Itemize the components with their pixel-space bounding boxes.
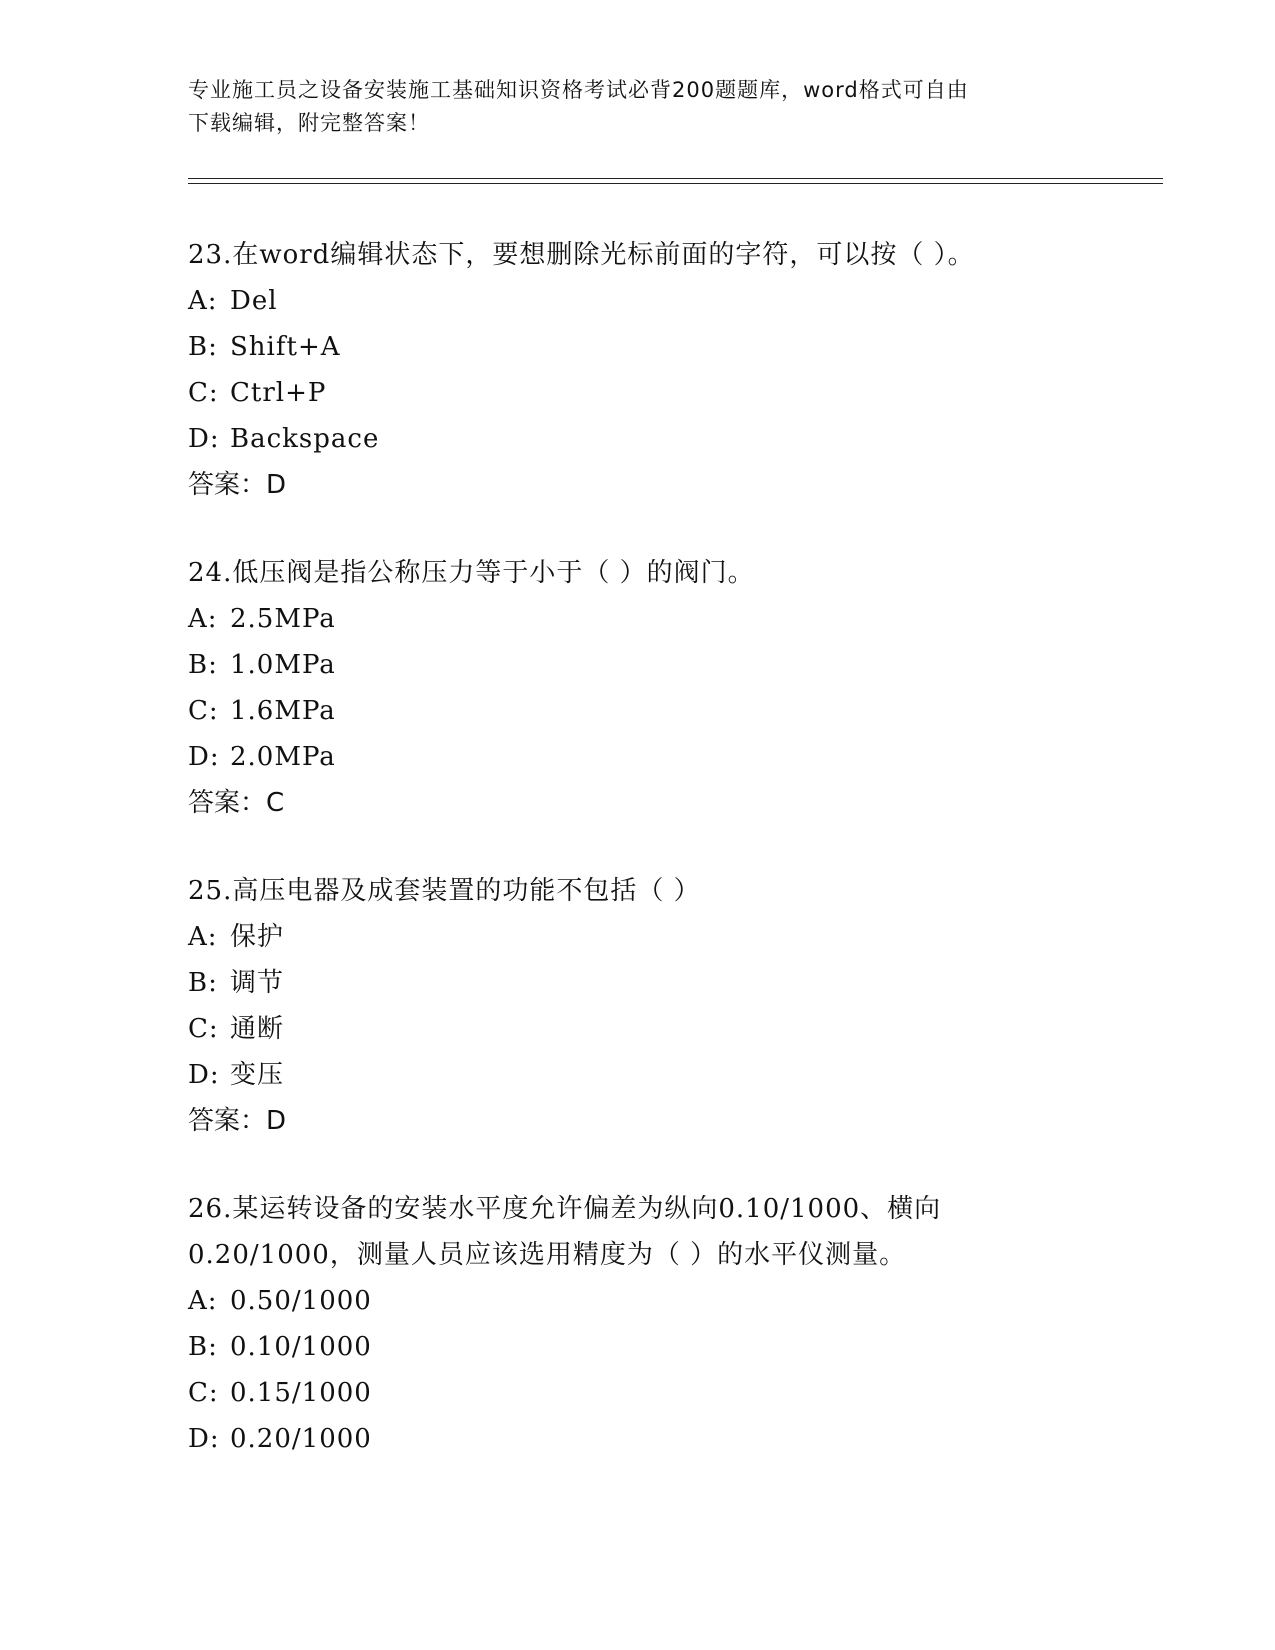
option-text: 1.0MPa bbox=[230, 650, 336, 680]
option-label: B: bbox=[188, 650, 218, 680]
option-b bbox=[188, 1324, 1168, 1370]
option-label: A: bbox=[188, 922, 218, 952]
option-text: 2.5MPa bbox=[230, 604, 336, 634]
option-label: C: bbox=[188, 696, 219, 726]
option-c bbox=[188, 1370, 1168, 1416]
question-stem: 25.高压电器及成套装置的功能不包括（ ） bbox=[188, 876, 701, 906]
option-a bbox=[188, 278, 1168, 324]
option-text: 0.50/1000 bbox=[230, 1286, 372, 1316]
question-stem: 24.低压阀是指公称压力等于小于（ ）的阀门。 bbox=[188, 558, 755, 588]
option-d bbox=[188, 1416, 1168, 1462]
option-label: B: bbox=[188, 332, 218, 362]
option-a bbox=[188, 914, 1168, 960]
option-label: D: bbox=[188, 424, 220, 454]
option-d bbox=[188, 416, 1168, 462]
question-stem-line-2: 0.20/1000，测量人员应该选用精度为（ ）的水平仪测量。 bbox=[188, 1240, 907, 1270]
option-c bbox=[188, 688, 1168, 734]
option-label: A: bbox=[188, 604, 218, 634]
option-label: D: bbox=[188, 1060, 220, 1090]
option-b bbox=[188, 642, 1168, 688]
option-label: C: bbox=[188, 1014, 219, 1044]
option-b bbox=[188, 960, 1168, 1006]
option-text: 0.20/1000 bbox=[230, 1424, 372, 1454]
option-d bbox=[188, 1052, 1168, 1098]
option-text: 通断 bbox=[230, 1014, 285, 1044]
option-label: B: bbox=[188, 968, 218, 998]
option-c bbox=[188, 370, 1168, 416]
option-text: 1.6MPa bbox=[230, 696, 336, 726]
question-25 bbox=[188, 868, 1168, 1144]
option-label: B: bbox=[188, 1332, 218, 1362]
option-b bbox=[188, 324, 1168, 370]
question-23 bbox=[188, 232, 1168, 508]
option-label: C: bbox=[188, 1378, 219, 1408]
option-text: 保护 bbox=[230, 922, 285, 952]
header-line-2: 下载编辑，附完整答案！ bbox=[188, 111, 430, 135]
option-label: D: bbox=[188, 1424, 220, 1454]
option-text: 0.15/1000 bbox=[230, 1378, 372, 1408]
option-text: 2.0MPa bbox=[230, 742, 336, 772]
question-26 bbox=[188, 1186, 1168, 1462]
option-text: Del bbox=[230, 286, 278, 316]
header-divider-bottom bbox=[188, 183, 1163, 184]
option-d bbox=[188, 734, 1168, 780]
option-label: A: bbox=[188, 286, 218, 316]
answer: 答案：C bbox=[188, 788, 285, 818]
option-a bbox=[188, 1278, 1168, 1324]
option-text: 0.10/1000 bbox=[230, 1332, 372, 1362]
header-line-1: 专业施工员之设备安装施工基础知识资格考试必背200题题库，word格式可自由 bbox=[188, 78, 969, 102]
question-24 bbox=[188, 550, 1168, 826]
option-text: Backspace bbox=[230, 424, 380, 454]
question-stem-line-1: 26.某运转设备的安装水平度允许偏差为纵向0.10/1000、横向 bbox=[188, 1194, 942, 1224]
answer: 答案：D bbox=[188, 470, 287, 500]
answer: 答案：D bbox=[188, 1106, 287, 1136]
option-text: Ctrl+P bbox=[230, 378, 327, 408]
option-text: 变压 bbox=[230, 1060, 285, 1090]
option-text: 调节 bbox=[230, 968, 285, 998]
option-a bbox=[188, 596, 1168, 642]
option-label: A: bbox=[188, 1286, 218, 1316]
document-header bbox=[188, 74, 1088, 140]
question-stem: 23.在word编辑状态下，要想删除光标前面的字符，可以按（ ）。 bbox=[188, 240, 975, 270]
option-label: C: bbox=[188, 378, 219, 408]
option-text: Shift+A bbox=[230, 332, 341, 362]
option-c bbox=[188, 1006, 1168, 1052]
option-label: D: bbox=[188, 742, 220, 772]
header-divider-top bbox=[188, 178, 1163, 179]
